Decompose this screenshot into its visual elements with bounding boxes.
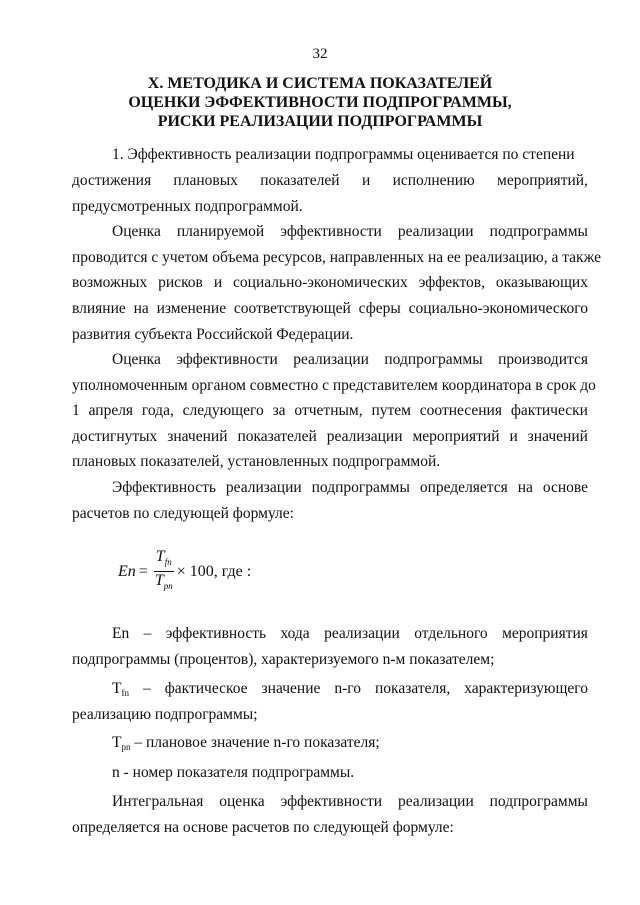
formula-eq: =	[138, 562, 148, 580]
body-line: 1. Эффективность реализации подпрограммы оценивается по степени	[112, 146, 575, 163]
body-line: влияние на изменение соответствующей сферы социально-экономического	[72, 300, 588, 317]
definition-line: определяется на основе расчетов по следующей формуле:	[72, 819, 454, 836]
body-line: достижения плановых показателей и исполнению мероприятий,	[72, 172, 588, 189]
body-line: Оценка планируемой эффективности реализации подпрограммы	[112, 223, 588, 240]
section-heading	[60, 74, 580, 131]
heading-line-3: РИСКИ РЕАЛИЗАЦИИ ПОДПРОГРАММЫ	[157, 113, 483, 130]
definition-line: Интегральная оценка эффективности реализации подпрограммы	[112, 793, 588, 810]
formula-denominator: $T_{pn}$	[154, 572, 173, 592]
body-line: достигнутых значений показателей реализации мероприятий и значений	[72, 428, 588, 445]
body-line: Оценка эффективности реализации подпрограммы производится	[112, 351, 588, 368]
definition-line: En – эффективность хода реализации отдельного мероприятия	[112, 625, 588, 642]
definition-line: n - номер показателя подпрограммы.	[112, 764, 355, 781]
efficiency-formula	[118, 548, 251, 595]
body-line: предусмотренных подпрограммой.	[72, 198, 303, 215]
heading-line-1: X. МЕТОДИКА И СИСТЕМА ПОКАЗАТЕЛЕЙ	[147, 75, 493, 92]
body-line: уполномоченным органом совместно с представителем координатора в срок до	[72, 377, 596, 394]
formula-tail: × 100, где :	[176, 562, 252, 580]
body-line: плановых показателей, установленных подпрограммой.	[72, 453, 441, 470]
body-line: расчетов по следующей формуле:	[72, 505, 294, 522]
page-number: 32	[312, 46, 328, 62]
formula-numerator: $T_{fn}$	[154, 548, 174, 572]
body-line: развития субъекта Российской Федерации.	[72, 326, 354, 343]
definition-line: $T_{fn}$ – фактическое значение n-го показателя, характеризующего	[112, 680, 588, 698]
body-line: Эффективность реализации подпрограммы определяется на основе	[112, 479, 588, 496]
definition-line: $T_{pn}$ – плановое значение n-го показателя;	[112, 734, 380, 752]
body-line: 1 апреля года, следующего за отчетным, путем соотнесения фактически	[72, 402, 588, 419]
definition-line: реализацию подпрограммы;	[72, 706, 258, 723]
definition-line: подпрограммы (процентов), характеризуемого n-м показателем;	[72, 651, 495, 668]
body-line: возможных рисков и социально-экономических эффектов, оказывающих	[72, 274, 588, 291]
body-line: проводится с учетом объема ресурсов, направленных на ее реализацию, а также	[72, 249, 601, 266]
heading-line-2: ОЦЕНКИ ЭФФЕКТИВНОСТИ ПОДПРОГРАММЫ,	[128, 94, 512, 111]
formula-lhs: En	[118, 562, 136, 580]
formula-fraction	[153, 548, 175, 595]
